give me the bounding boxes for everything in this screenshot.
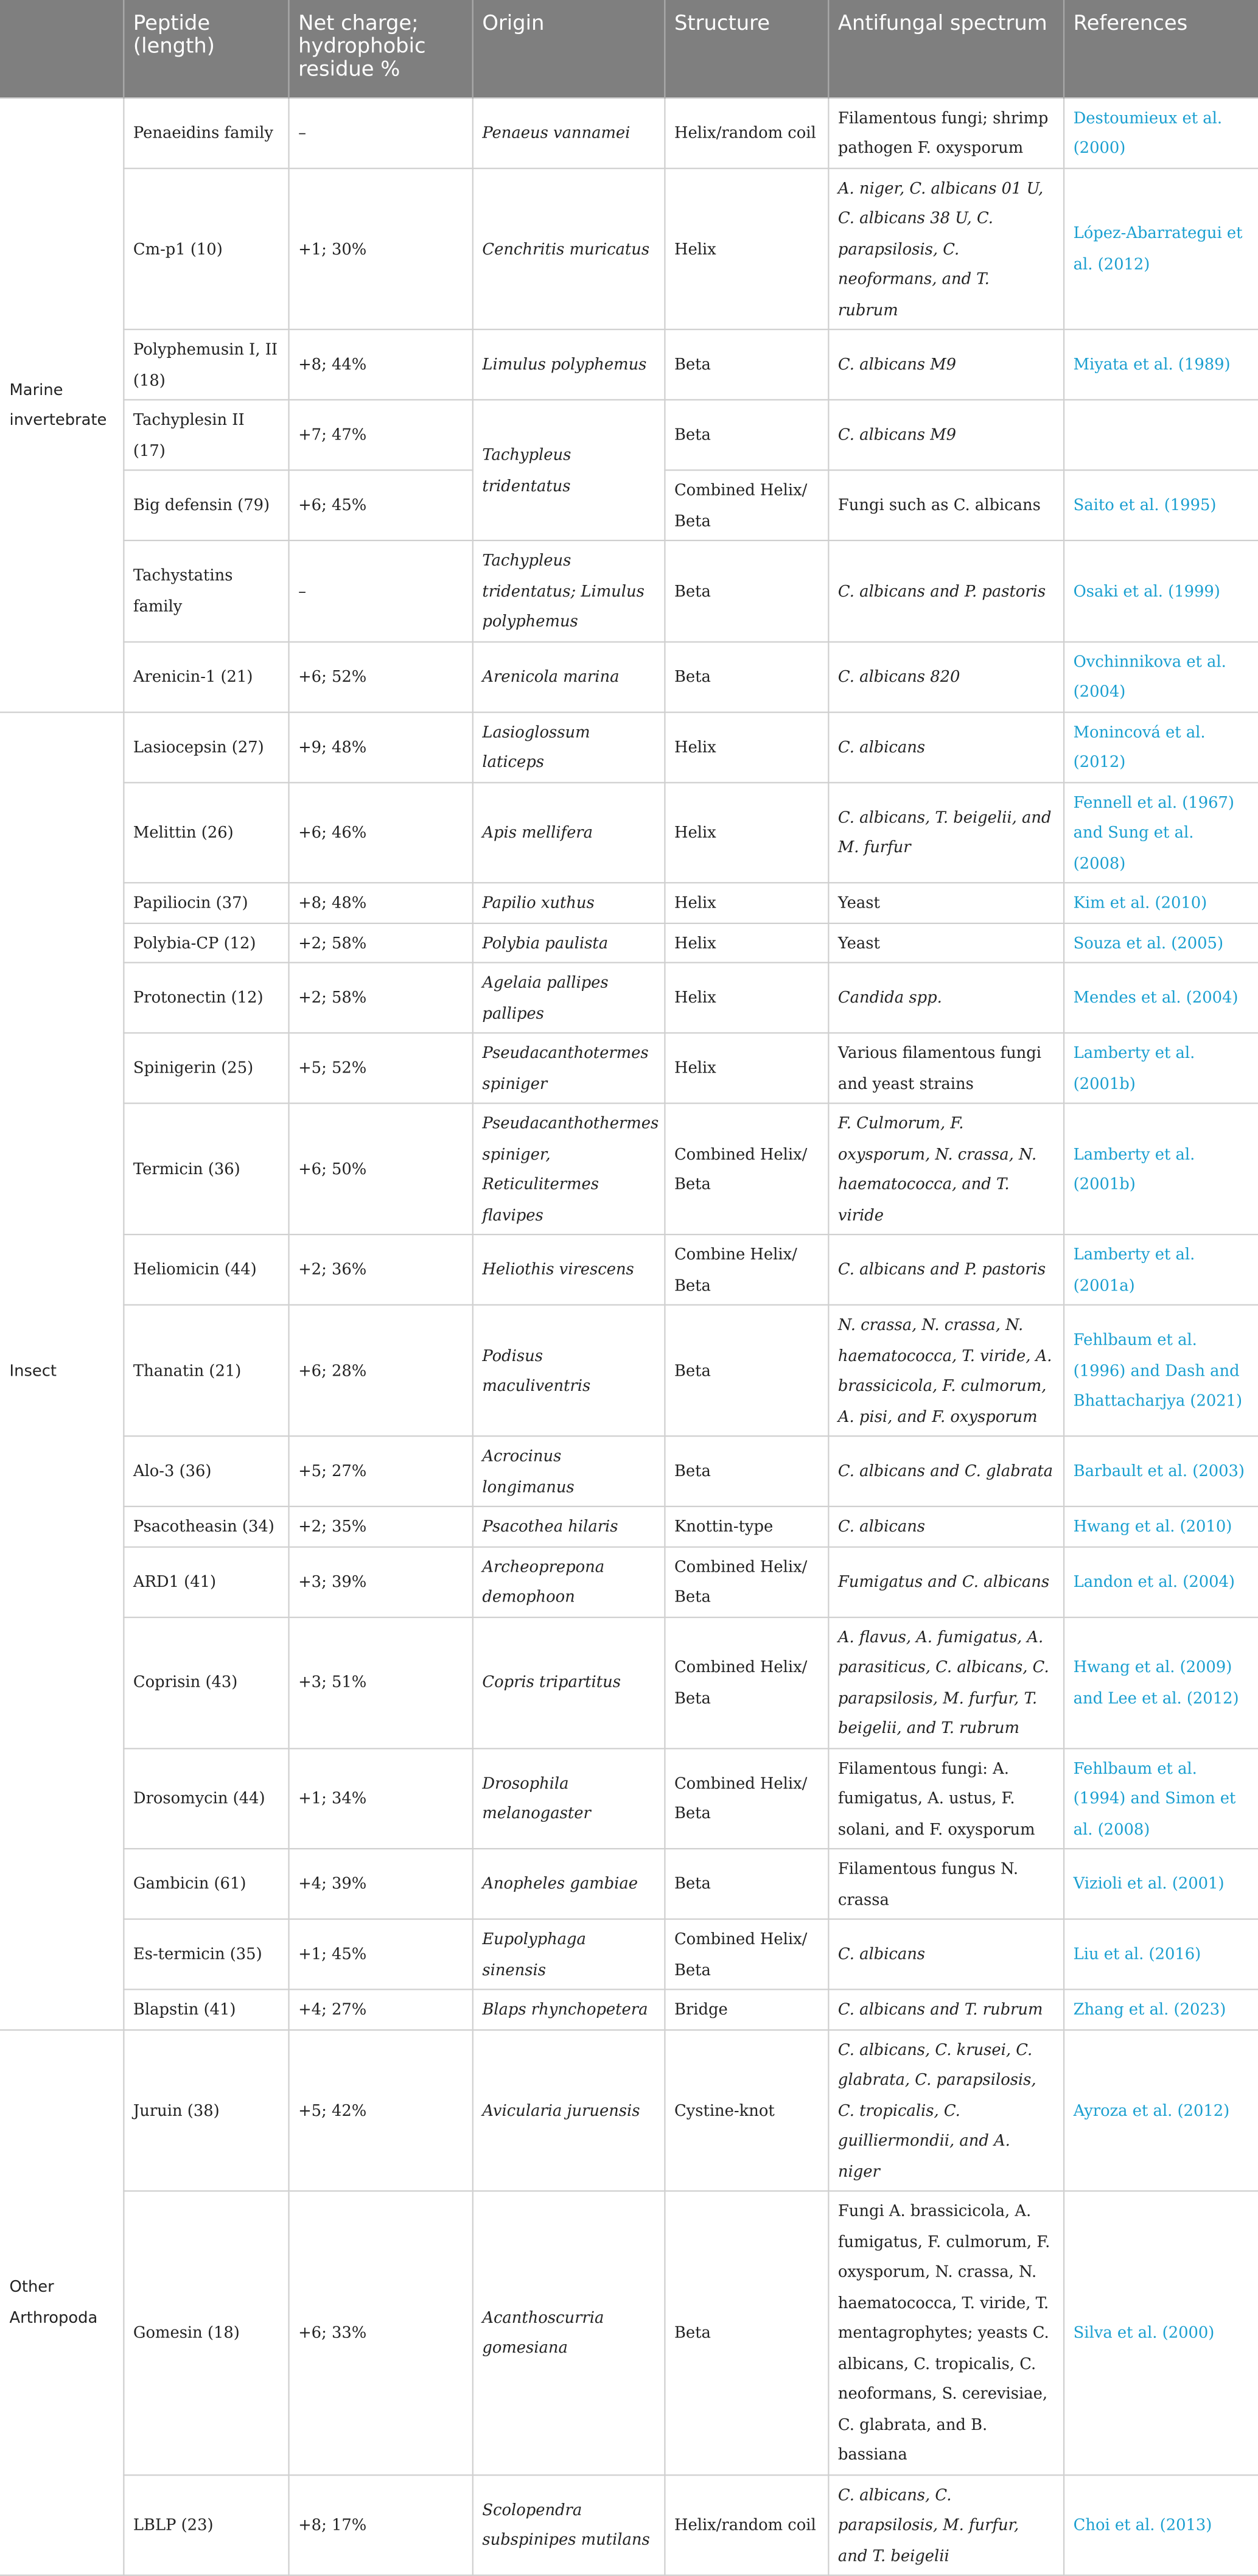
structure-cell: Beta <box>664 1849 828 1919</box>
references-cell: Monincová et al. (2012) <box>1063 712 1258 782</box>
antifungal-spectrum-cell: Fumigatus and C. albicans <box>828 1546 1063 1617</box>
table-row <box>0 1305 1258 1437</box>
references-cell: Lamberty et al. (2001b) <box>1063 1104 1258 1235</box>
table-row <box>0 1546 1258 1617</box>
references-cell: Silva et al. (2000) <box>1063 2191 1258 2475</box>
antifungal-spectrum-cell: C. albicans M9 <box>828 329 1063 400</box>
net-charge-cell: – <box>288 541 472 642</box>
antifungal-spectrum-cell: Yeast <box>828 923 1063 963</box>
peptide-cell: Papiliocin (37) <box>123 883 288 923</box>
header-peptide: Peptide (length) <box>123 0 288 97</box>
peptide-cell: Psacotheasin (34) <box>123 1507 288 1547</box>
antifungal-spectrum-cell: C. albicans, C. krusei, C. glabrata, C. parapsilosis, C. tropicalis, C. guilliermondii, and A. niger <box>828 2029 1063 2191</box>
table-row <box>0 1617 1258 1748</box>
peptide-cell: Drosomycin (44) <box>123 1748 288 1849</box>
net-charge-cell: +4; 39% <box>288 1849 472 1919</box>
header-origin: Origin <box>472 0 665 97</box>
group-label: Marine invertebrate <box>0 97 123 712</box>
structure-cell: Combine Helix/ Beta <box>664 1234 828 1305</box>
origin-cell: Drosophila melanogaster <box>472 1748 665 1849</box>
net-charge-cell: +1; 45% <box>288 1919 472 1990</box>
origin-cell: Eupolyphaga sinensis <box>472 1919 665 1990</box>
origin-cell: Limulus polyphemus <box>472 329 665 400</box>
net-charge-cell: +1; 30% <box>288 168 472 330</box>
antifungal-spectrum-cell: Filamentous fungi: A. fumigatus, A. ustus, F. solani, and F. oxysporum <box>828 1748 1063 1849</box>
structure-cell: Combined Helix/ Beta <box>664 1748 828 1849</box>
references-cell: Kim et al. (2010) <box>1063 883 1258 923</box>
structure-cell: Helix <box>664 883 828 923</box>
antifungal-spectrum-cell: C. albicans and T. rubrum <box>828 1989 1063 2029</box>
table-row <box>0 1989 1258 2029</box>
peptide-cell: Thanatin (21) <box>123 1305 288 1437</box>
peptide-cell: Heliomicin (44) <box>123 1234 288 1305</box>
references-cell <box>1063 400 1258 471</box>
net-charge-cell: +7; 47% <box>288 400 472 471</box>
antifungal-spectrum-cell: Various filamentous fungi and yeast strains <box>828 1033 1063 1104</box>
table-row <box>0 782 1258 883</box>
structure-cell: Helix <box>664 782 828 883</box>
origin-cell: Lasioglossum laticeps <box>472 712 665 782</box>
origin-cell: Scolopendra subspinipes mutilans <box>472 2474 665 2575</box>
antifungal-spectrum-cell: F. Culmorum, F. oxysporum, N. crassa, N. haematococca, and T. viride <box>828 1104 1063 1235</box>
header-structure: Structure <box>664 0 828 97</box>
antifungal-spectrum-cell: C. albicans and P. pastoris <box>828 1234 1063 1305</box>
references-cell: Miyata et al. (1989) <box>1063 329 1258 400</box>
origin-cell: Cenchritis muricatus <box>472 168 665 330</box>
peptide-cell: Arenicin-1 (21) <box>123 642 288 712</box>
references-cell: López-Abarrategui et al. (2012) <box>1063 168 1258 330</box>
origin-cell: Apis mellifera <box>472 782 665 883</box>
net-charge-cell: +5; 52% <box>288 1033 472 1104</box>
table-row <box>0 400 1258 471</box>
net-charge-cell: +5; 42% <box>288 2029 472 2191</box>
header-references: References <box>1063 0 1258 97</box>
antifungal-spectrum-cell: Yeast <box>828 883 1063 923</box>
net-charge-cell: +2; 58% <box>288 962 472 1033</box>
antifungal-spectrum-cell: A. flavus, A. fumigatus, A. parasiticus, C. albicans, C. parapsilosis, M. furfur, T. beigelii, and T. rubrum <box>828 1617 1063 1748</box>
origin-cell: Heliothis virescens <box>472 1234 665 1305</box>
origin-cell: Blaps rhynchopetera <box>472 1989 665 2029</box>
origin-cell: Agelaia pallipes pallipes <box>472 962 665 1033</box>
structure-cell: Beta <box>664 541 828 642</box>
structure-cell: Helix <box>664 168 828 330</box>
peptide-cell: Penaeidins family <box>123 97 288 168</box>
origin-cell: Pseudacanthotermes spiniger <box>472 1033 665 1104</box>
structure-cell: Helix/random coil <box>664 97 828 168</box>
peptide-cell: LBLP (23) <box>123 2474 288 2575</box>
structure-cell: Combined Helix/ Beta <box>664 1617 828 1748</box>
peptide-cell: Lasiocepsin (27) <box>123 712 288 782</box>
net-charge-cell: +6; 28% <box>288 1305 472 1437</box>
structure-cell: Beta <box>664 1436 828 1507</box>
table-row <box>0 2474 1258 2575</box>
table-row <box>0 1033 1258 1104</box>
peptide-cell: Melittin (26) <box>123 782 288 883</box>
structure-cell: Beta <box>664 400 828 471</box>
origin-cell: Pseudacanthothermes spiniger, Reticulitermes flavipes <box>472 1104 665 1235</box>
peptide-cell: Polyphemusin I, II (18) <box>123 329 288 400</box>
structure-cell: Beta <box>664 329 828 400</box>
origin-cell: Arenicola marina <box>472 642 665 712</box>
antifungal-spectrum-cell: Filamentous fungus N. crassa <box>828 1849 1063 1919</box>
references-cell: Fehlbaum et al. (1994) and Simon et al. (2008) <box>1063 1748 1258 1849</box>
net-charge-cell: +2; 35% <box>288 1507 472 1547</box>
references-cell: Liu et al. (2016) <box>1063 1919 1258 1990</box>
peptide-cell: Polybia-CP (12) <box>123 923 288 963</box>
origin-cell: Copris tripartitus <box>472 1617 665 1748</box>
table-row <box>0 1234 1258 1305</box>
antifungal-spectrum-cell: C. albicans 820 <box>828 642 1063 712</box>
structure-cell: Helix <box>664 712 828 782</box>
structure-cell: Beta <box>664 1305 828 1437</box>
peptide-cell: Alo-3 (36) <box>123 1436 288 1507</box>
references-cell: Fehlbaum et al. (1996) and Dash and Bhattacharjya (2021) <box>1063 1305 1258 1437</box>
peptide-cell: Protonectin (12) <box>123 962 288 1033</box>
peptide-cell: Coprisin (43) <box>123 1617 288 1748</box>
net-charge-cell: +2; 58% <box>288 923 472 963</box>
structure-cell: Beta <box>664 642 828 712</box>
references-cell: Souza et al. (2005) <box>1063 923 1258 963</box>
table-row <box>0 1104 1258 1235</box>
net-charge-cell: +6; 33% <box>288 2191 472 2475</box>
peptide-cell: Cm-p1 (10) <box>123 168 288 330</box>
group-label: Other Arthropoda <box>0 2029 123 2575</box>
net-charge-cell: +4; 27% <box>288 1989 472 2029</box>
origin-cell: Anopheles gambiae <box>472 1849 665 1919</box>
antifungal-spectrum-cell: C. albicans, T. beigelii, and M. furfur <box>828 782 1063 883</box>
antifungal-spectrum-cell: C. albicans and C. glabrata <box>828 1436 1063 1507</box>
net-charge-cell: – <box>288 97 472 168</box>
table-row <box>0 97 1258 168</box>
table-row <box>0 1919 1258 1990</box>
table-row <box>0 329 1258 400</box>
structure-cell: Combined Helix/ Beta <box>664 1546 828 1617</box>
structure-cell: Combined Helix/ Beta <box>664 1919 828 1990</box>
group-label: Insect <box>0 712 123 2029</box>
antifungal-spectrum-cell: Fungi such as C. albicans <box>828 470 1063 541</box>
net-charge-cell: +2; 36% <box>288 1234 472 1305</box>
origin-cell: Acanthoscurria gomesiana <box>472 2191 665 2475</box>
references-cell: Landon et al. (2004) <box>1063 1546 1258 1617</box>
structure-cell: Beta <box>664 2191 828 2475</box>
header-antifungal-spectrum: Antifungal spectrum <box>828 0 1063 97</box>
references-cell: Lamberty et al. (2001b) <box>1063 1033 1258 1104</box>
header-net-charge: Net charge; hydrophobic residue % <box>288 0 472 97</box>
antifungal-spectrum-cell: Filamentous fungi; shrimp pathogen F. oxysporum <box>828 97 1063 168</box>
origin-cell: Psacothea hilaris <box>472 1507 665 1547</box>
references-cell: Vizioli et al. (2001) <box>1063 1849 1258 1919</box>
origin-cell: Acrocinus longimanus <box>472 1436 665 1507</box>
table-row <box>0 1748 1258 1849</box>
peptide-cell: Juruin (38) <box>123 2029 288 2191</box>
references-cell: Mendes et al. (2004) <box>1063 962 1258 1033</box>
structure-cell: Helix <box>664 962 828 1033</box>
peptide-cell: Tachyplesin II (17) <box>123 400 288 471</box>
structure-cell: Combined Helix/ Beta <box>664 1104 828 1235</box>
structure-cell: Knottin-type <box>664 1507 828 1547</box>
peptide-cell: Tachystatins family <box>123 541 288 642</box>
references-cell: Saito et al. (1995) <box>1063 470 1258 541</box>
antifungal-spectrum-cell: N. crassa, N. crassa, N. haematococca, T. viride, A. brassicicola, F. culmorum, A. pisi, and F. oxysporum <box>828 1305 1063 1437</box>
references-cell: Choi et al. (2013) <box>1063 2474 1258 2575</box>
origin-cell: Tachypleus tridentatus; Limulus polyphemus <box>472 541 665 642</box>
references-cell: Zhang et al. (2023) <box>1063 1989 1258 2029</box>
peptide-cell: Termicin (36) <box>123 1104 288 1235</box>
net-charge-cell: +3; 51% <box>288 1617 472 1748</box>
net-charge-cell: +9; 48% <box>288 712 472 782</box>
origin-cell: Penaeus vannamei <box>472 97 665 168</box>
references-cell: Hwang et al. (2010) <box>1063 1507 1258 1547</box>
antifungal-spectrum-cell: Candida spp. <box>828 962 1063 1033</box>
structure-cell: Helix/random coil <box>664 2474 828 2575</box>
net-charge-cell: +6; 50% <box>288 1104 472 1235</box>
net-charge-cell: +6; 46% <box>288 782 472 883</box>
table-row <box>0 2191 1258 2475</box>
antifungal-spectrum-cell: C. albicans <box>828 1507 1063 1547</box>
origin-cell: Polybia paulista <box>472 923 665 963</box>
peptide-cell: Big defensin (79) <box>123 470 288 541</box>
antifungal-spectrum-cell: C. albicans <box>828 712 1063 782</box>
net-charge-cell: +8; 48% <box>288 883 472 923</box>
net-charge-cell: +6; 52% <box>288 642 472 712</box>
header-row <box>0 0 1258 97</box>
antifungal-spectrum-cell: Fungi A. brassicicola, A. fumigatus, F. culmorum, F. oxysporum, N. crassa, N. haematococca, T. viride, T. mentagrophytes; yeasts C. albicans, C. tropicalis, C. neoformans, S. cerevisiae, C. glabrata, and B. bassiana <box>828 2191 1063 2475</box>
net-charge-cell: +8; 17% <box>288 2474 472 2575</box>
table-row <box>0 712 1258 782</box>
references-cell: Destoumieux et al. (2000) <box>1063 97 1258 168</box>
table-row <box>0 1436 1258 1507</box>
antifungal-spectrum-cell: C. albicans <box>828 1919 1063 1990</box>
peptide-cell: Es-termicin (35) <box>123 1919 288 1990</box>
origin-cell: Podisus maculiventris <box>472 1305 665 1437</box>
antifungal-spectrum-cell: A. niger, C. albicans 01 U, C. albicans 38 U, C. parapsilosis, C. neoformans, and T. rubrum <box>828 168 1063 330</box>
table-row <box>0 1849 1258 1919</box>
table-row <box>0 923 1258 963</box>
references-cell: Ayroza et al. (2012) <box>1063 2029 1258 2191</box>
table-row <box>0 2029 1258 2191</box>
table-row <box>0 1507 1258 1547</box>
net-charge-cell: +6; 45% <box>288 470 472 541</box>
peptide-cell: ARD1 (41) <box>123 1546 288 1617</box>
header-group <box>0 0 123 97</box>
origin-cell: Archeoprepona demophoon <box>472 1546 665 1617</box>
references-cell: Hwang et al. (2009) and Lee et al. (2012) <box>1063 1617 1258 1748</box>
origin-cell: Avicularia juruensis <box>472 2029 665 2191</box>
table-row <box>0 168 1258 330</box>
structure-cell: Cystine-knot <box>664 2029 828 2191</box>
references-cell: Barbault et al. (2003) <box>1063 1436 1258 1507</box>
references-cell: Fennell et al. (1967) and Sung et al. (2008) <box>1063 782 1258 883</box>
references-cell: Ovchinnikova et al. (2004) <box>1063 642 1258 712</box>
references-cell: Lamberty et al. (2001a) <box>1063 1234 1258 1305</box>
references-cell: Osaki et al. (1999) <box>1063 541 1258 642</box>
structure-cell: Helix <box>664 1033 828 1104</box>
net-charge-cell: +5; 27% <box>288 1436 472 1507</box>
antifungal-spectrum-cell: C. albicans, C. parapsilosis, M. furfur, and T. beigelii <box>828 2474 1063 2575</box>
structure-cell: Bridge <box>664 1989 828 2029</box>
net-charge-cell: +1; 34% <box>288 1748 472 1849</box>
antifungal-spectrum-cell: C. albicans and P. pastoris <box>828 541 1063 642</box>
table-row <box>0 541 1258 642</box>
structure-cell: Helix <box>664 923 828 963</box>
table-header <box>0 0 1258 97</box>
peptide-cell: Gambicin (61) <box>123 1849 288 1919</box>
origin-cell: Papilio xuthus <box>472 883 665 923</box>
table-row <box>0 883 1258 923</box>
antifungal-spectrum-cell: C. albicans M9 <box>828 400 1063 471</box>
table-body <box>0 97 1258 2575</box>
origin-cell: Tachypleus tridentatus <box>472 400 665 541</box>
table-row <box>0 962 1258 1033</box>
peptide-cell: Blapstin (41) <box>123 1989 288 2029</box>
peptide-cell: Spinigerin (25) <box>123 1033 288 1104</box>
net-charge-cell: +8; 44% <box>288 329 472 400</box>
peptide-cell: Gomesin (18) <box>123 2191 288 2475</box>
table-row <box>0 642 1258 712</box>
net-charge-cell: +3; 39% <box>288 1546 472 1617</box>
structure-cell: Combined Helix/ Beta <box>664 470 828 541</box>
